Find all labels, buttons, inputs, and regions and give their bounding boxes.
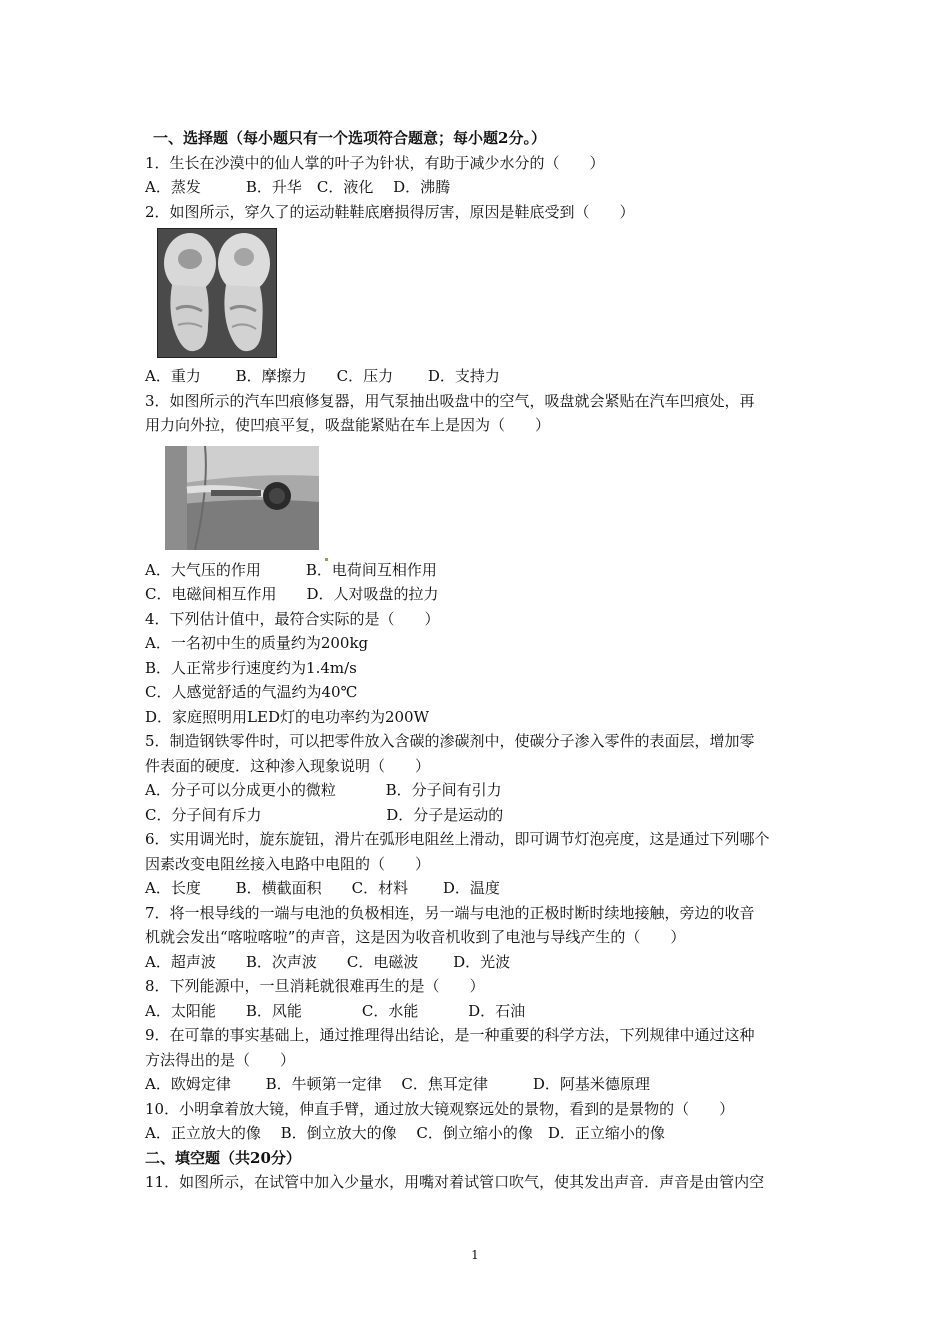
q1-stem: 1．生长在沙漠中的仙人掌的叶子为针状，有助于减少水分的（ ） xyxy=(145,153,605,172)
q6-options: A．长度 B．横截面积 C．材料 D．温度 xyxy=(145,879,500,897)
car-dent-repair-image xyxy=(165,446,319,550)
q9-stem-line2: 方法得出的是（ ） xyxy=(145,1050,296,1069)
q7-options: A．超声波 B．次声波 C．电磁波 D．光波 xyxy=(145,952,511,971)
q4-option-b: B．人正常步行速度约为1.4m/s xyxy=(145,658,357,677)
q3-options-line2: C．电磁间相互作用 D．人对吸盘的拉力 xyxy=(145,585,439,603)
q11-stem-line1: 11．如图所示，在试管中加入少量水，用嘴对着试管口吹气，使其发出声音．声音是由管内空 xyxy=(145,1173,765,1191)
exam-content xyxy=(145,126,825,1195)
q4-option-d: D．家庭照明用LED灯的电功率约为200W xyxy=(145,707,430,726)
q2-stem: 2．如图所示，穿久了的运动鞋鞋底磨损得厉害，原因是鞋底受到（ ） xyxy=(145,202,635,221)
q5-stem-line1: 5．制造钢铁零件时，可以把零件放入含碳的渗碳剂中，使碳分子渗入零件的表面层，增加零 xyxy=(145,732,755,750)
q5-options-line2: C．分子间有斥力 D．分子是运动的 xyxy=(145,805,504,824)
q8-options: A．太阳能 B．风能 C．水能 D．石油 xyxy=(145,1001,526,1020)
shoe-soles-drawing xyxy=(158,229,276,357)
q9-options: A．欧姆定律 B．牛顿第一定律 C．焦耳定律 D．阿基米德原理 xyxy=(145,1075,650,1093)
q3-stem-line2: 用力向外拉，使凹痕平复，吸盘能紧贴在车上是因为（ ） xyxy=(145,416,551,434)
q3-stem-line1: 3．如图所示的汽车凹痕修复器，用气泵抽出吸盘中的空气，吸盘就会紧贴在汽车凹痕处，再 xyxy=(145,391,755,410)
q4-option-c: C．人感觉舒适的气温约为40℃ xyxy=(145,683,358,701)
q1-options: A．蒸发 B．升华 C．液化 D．沸腾 xyxy=(145,178,451,196)
q10-options: A．正立放大的像 B．倒立放大的像 C．倒立缩小的像 D．正立缩小的像 xyxy=(145,1124,665,1142)
section2-heading: 二、填空题（共20分） xyxy=(145,1148,301,1167)
stray-dot xyxy=(325,558,328,561)
q10-stem: 10．小明拿着放大镜，伸直手臂，通过放大镜观察远处的景物，看到的是景物的（ ） xyxy=(145,1099,735,1118)
q7-stem-line2: 机就会发出“喀啦喀啦”的声音，这是因为收音机收到了电池与导线产生的（ ） xyxy=(145,928,686,946)
q6-stem-line1: 6．实用调光时，旋东旋钮，滑片在弧形电阻丝上滑动，即可调节灯泡亮度，这是通过下列哪个 xyxy=(145,830,770,848)
q4-option-a: A．一名初中生的质量约为200kg xyxy=(145,634,369,652)
q8-stem: 8．下列能源中，一旦消耗就很难再生的是（ ） xyxy=(145,977,485,995)
q6-stem-line2: 因素改变电阻丝接入电路中电阻的（ ） xyxy=(145,854,431,873)
worn-shoe-soles-image xyxy=(157,228,277,358)
page-number: 1 xyxy=(471,1248,479,1262)
q5-stem-line2: 件表面的硬度．这种渗入现象说明（ ） xyxy=(145,756,431,775)
q7-stem-line1: 7．将一根导线的一端与电池的负极相连，另一端与电池的正极时断时续地接触，旁边的收音 xyxy=(145,903,755,922)
q3-options-line1: A．大气压的作用 B．电荷间互相作用 xyxy=(145,560,437,579)
section1-heading: 一、选择题（每小题只有一个选项符合题意；每小题2分。） xyxy=(153,129,546,147)
car-dent-repair-drawing xyxy=(165,446,319,550)
q2-options: A．重力 B．摩擦力 C．压力 D．支持力 xyxy=(145,367,500,385)
q9-stem-line1: 9．在可靠的事实基础上，通过推理得出结论，是一种重要的科学方法，下列规律中通过这种 xyxy=(145,1026,755,1044)
q5-options-line1: A．分子可以分成更小的微粒 B．分子间有引力 xyxy=(145,781,502,799)
q4-stem: 4．下列估计值中，最符合实际的是（ ） xyxy=(145,609,440,628)
